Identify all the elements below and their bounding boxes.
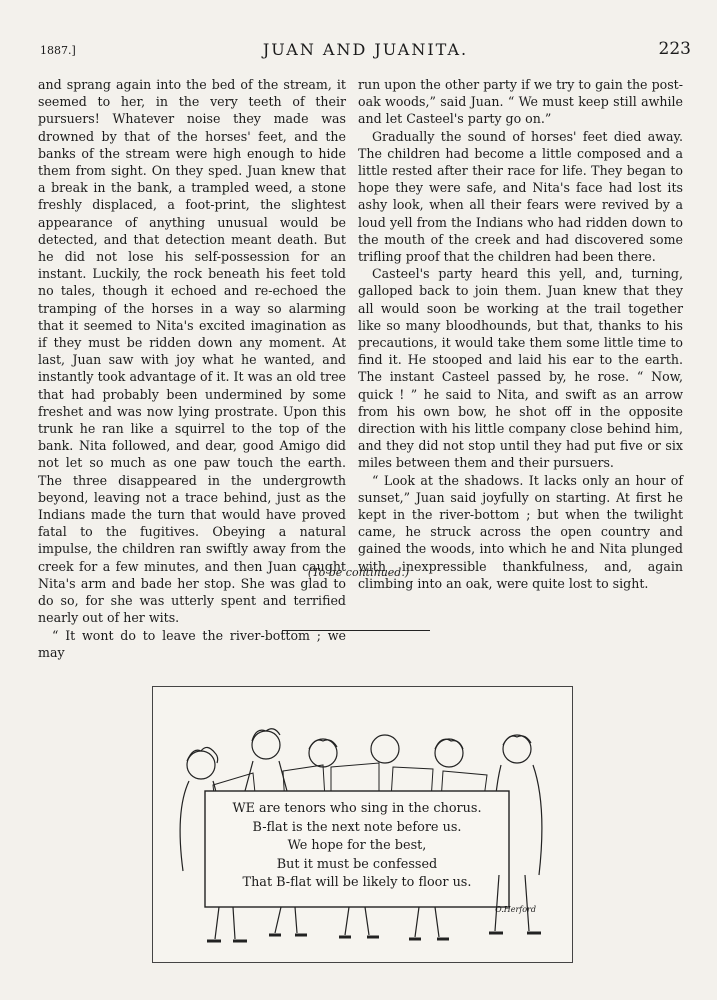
chorus-illustration <box>152 686 573 963</box>
page-number: 223 <box>658 39 691 59</box>
chorus-verse <box>213 800 501 893</box>
right-paragraph: run upon the other party if we try to gain the post-oak woods,” said Juan. “ We must keep still awhile and let Casteel's party go on.” <box>358 77 683 127</box>
running-header <box>40 38 691 62</box>
right-paragraph: Gradually the sound of horses' feet died away. The children had become a little composed and a little rested after their race for life. They began to hope they were safe, and Nita's face had lost its ashy look, when all their fears were revived by a loud yell from the Indians who had ridden down to the mouth of the creek and had discovered some trifling proof that the children had been there. <box>358 128 683 265</box>
right-column <box>358 76 683 592</box>
to-be-continued: (To be continued.) <box>307 566 410 579</box>
right-paragraph: Casteel's party heard this yell, and, turning, galloped back to join them. Juan knew that they all would soon be working at the trail together like so many bloodhounds, but that, thanks to his precautions, it would take them some little time to find it. He stooped and laid his ear to the earth. The instant Casteel passed by, he rose. “ Now, quick ! ” he said to Nita, and swift as an arrow from his own bow, he shot off in the opposite direction with his little company close behind him, and they did not stop until they had put five or six miles between them and their pursuers. <box>358 266 683 471</box>
singer-head-icon <box>371 735 399 763</box>
artist-signature: O.Herford <box>495 905 536 914</box>
section-divider <box>282 630 430 631</box>
header-title: JUAN AND JUANITA. <box>262 40 469 59</box>
verse-line: That B-flat will be likely to floor us. <box>242 875 472 890</box>
left-paragraph: and sprang again into the bed of the stream, it seemed to her, in the very teeth of their pursuers! Whatever noise they made was drowned by that of the horses' feet, and the banks of the stream were high enough to hide them from sight. On they sped. Juan knew that a break in the bank, a trampled weed, a stone freshly displaced, a foot-print, the slightest appearance of anything unusual would be detected, and that detection meant death. But he did not lose his self-possession for an instant. Luckily, the rock beneath his feet told no tales, though it echoed and re-echoed the tramping of the horses in a way so alarming that it seemed to Nita's excited imagination as if they must be ridden down any moment. At last, Juan saw with joy what he wanted, and instantly took advantage of it. It was an old tree that had probably been undermined by some freshet and was now lying prostrate. Upon this trunk he ran like a squirrel to the top of the bank. Nita followed, and dear, good Amigo did not let so much as one paw touch the earth. The three disappeared in the undergrowth beyond, leaving not a trace behind, just as the Indians made the turn that would have proved fatal to the fugitives. Obeying a natural impulse, the children ran swiftly away from the creek for a few minutes, and then Juan caught Nita's arm and bade her stop. She was glad to do so, for she was utterly spent and terrified nearly out of her wits. <box>38 77 346 626</box>
verse-line: B-flat is the next note before us. <box>252 819 462 835</box>
right-paragraph: “ Look at the shadows. It lacks only an hour of sunset,” Juan said joyfully on starting. At first he kept in the river-bottom ; but when the twilight came, he struck across the open country and gained the woods, into which he and Nita plunged with inexpressible thankfulness, and, again climbing into an oak, were quite lost to sight. <box>358 472 683 591</box>
singer-head-icon <box>252 731 280 759</box>
verse-line: But it must be confessed <box>276 856 438 872</box>
singer-head-icon <box>187 751 215 779</box>
verse-line: WE are tenors who sing in the chorus. <box>232 801 482 816</box>
verse-line: We hope for the best, <box>287 838 427 853</box>
header-year: 1887.] <box>40 44 76 57</box>
left-paragraph: “ It wont do to leave the river-bottom ; we may <box>38 627 346 660</box>
